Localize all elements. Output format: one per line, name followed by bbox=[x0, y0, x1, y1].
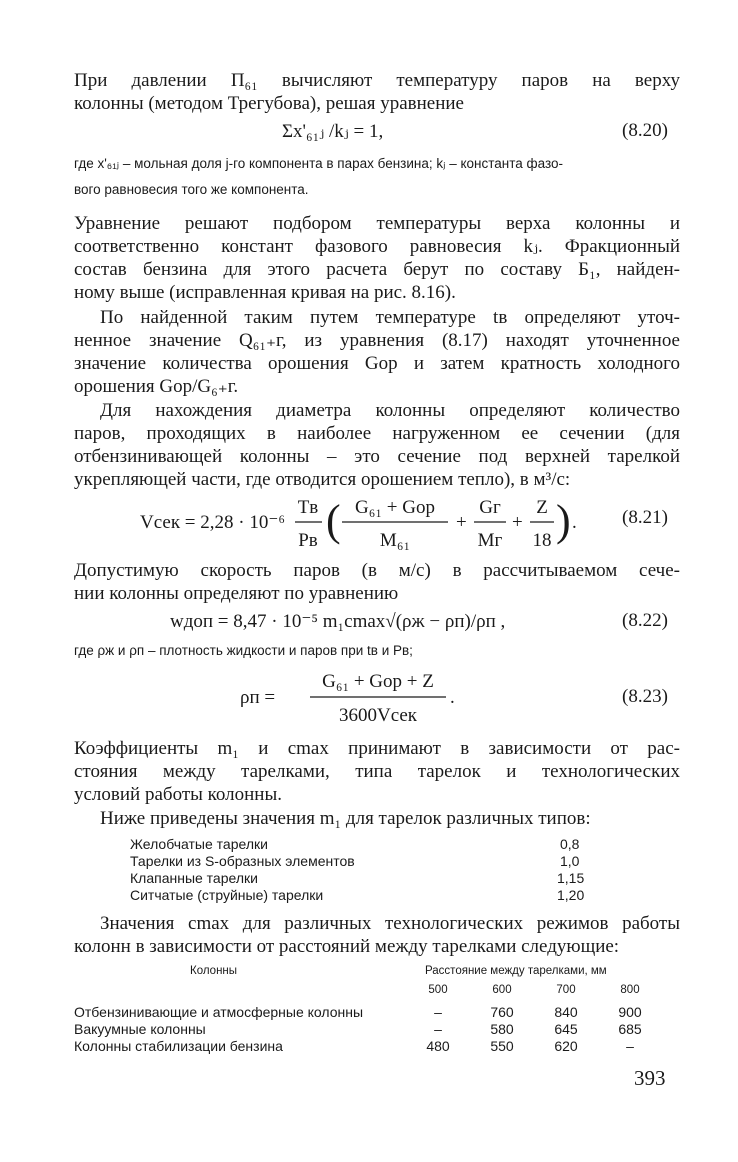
paragraph-line: паров, проходящих в наиболее нагруженном ее сечении (для bbox=[74, 423, 680, 444]
table-cell: 760 bbox=[490, 1004, 514, 1020]
paragraph-line: колонн в зависимости от расстояний между тарелками следующие: bbox=[74, 936, 620, 957]
paragraph-line: соответственно констант фазового равновесия kⱼ. Фракционный bbox=[74, 236, 680, 257]
fraction-denominator: Mг bbox=[477, 530, 503, 551]
paragraph-line: условий работы колонны. bbox=[74, 784, 282, 805]
equation-number: (8.20) bbox=[622, 120, 668, 141]
fraction-numerator: Z bbox=[536, 497, 548, 518]
equation-8-22: wдоп = 8,47 · 10⁻⁵ m₁cmax√(ρж − ρп)/ρп , bbox=[170, 611, 506, 632]
footnote-line: вого равновесия того же компонента. bbox=[74, 182, 309, 197]
table-cell-value: 1,20 bbox=[557, 887, 585, 903]
paragraph-line: ненное значение Q₆₁₊г, из уравнения (8.17) находят уточненное bbox=[74, 330, 680, 351]
paragraph-line: орошения Gор/G₆₊г. bbox=[74, 376, 239, 397]
table-header-spacing: 500 bbox=[428, 984, 448, 996]
paragraph-line: колонны (методом Трегубова), решая уравнение bbox=[74, 93, 464, 114]
equation-number: (8.23) bbox=[622, 686, 668, 707]
paren-open: ( bbox=[326, 496, 341, 545]
equation-8-20: Σx'₆₁ⱼ /kⱼ = 1, bbox=[282, 121, 384, 142]
table-cell: 620 bbox=[554, 1038, 578, 1054]
paragraph-line: значение количества орошения Gор и затем кратность холодного bbox=[74, 353, 680, 374]
paragraph-line: При давлении П₆₁ вычисляют температуру паров на верху bbox=[74, 70, 680, 91]
paren-close: ) bbox=[556, 496, 571, 545]
footnote-line: где ρж и ρп – плотность жидкости и паров при tв и Pв; bbox=[74, 643, 413, 658]
table-header-spacing: 600 bbox=[492, 984, 512, 996]
paragraph-line: Коэффициенты m₁ и cmax принимают в зависимости от рас- bbox=[74, 738, 680, 759]
paragraph-line: Для нахождения диаметра колонны определяют количество bbox=[100, 400, 680, 421]
equation-lhs: Vсек = 2,28 · 10⁻⁶ bbox=[140, 512, 285, 533]
table-cell: – bbox=[434, 1004, 442, 1020]
table-cell: 685 bbox=[618, 1021, 642, 1037]
table-cell-value: 0,8 bbox=[560, 836, 580, 852]
table-header: Колонны bbox=[190, 965, 238, 977]
fraction-numerator: Tв bbox=[297, 497, 319, 518]
page-number: 393 bbox=[634, 1066, 666, 1090]
paragraph-line: Уравнение решают подбором температуры верха колонны и bbox=[74, 213, 680, 234]
paragraph-line: укрепляющей части, где отводится орошением тепло), в м³/с: bbox=[74, 469, 571, 490]
table-cell: 480 bbox=[426, 1038, 450, 1054]
equation-number: (8.21) bbox=[622, 507, 668, 528]
equation-number: (8.22) bbox=[622, 610, 668, 631]
paragraph-line: По найденной таким путем температуре tв определяют уточ- bbox=[100, 307, 680, 328]
fraction-denominator: 3600Vсек bbox=[338, 705, 418, 726]
fraction-numerator: Gг bbox=[479, 497, 501, 518]
equation-8-23 bbox=[240, 665, 560, 735]
table-header: Расстояние между тарелками, мм bbox=[425, 965, 607, 977]
paragraph-line: состав бензина для этого расчета берут по составу Б₁, найден- bbox=[74, 259, 680, 280]
table-row-label: Вакуумные колонны bbox=[74, 1021, 206, 1037]
table-row-label: Колонны стабилизации бензина bbox=[74, 1038, 283, 1054]
equation-tail: . bbox=[450, 687, 455, 708]
fraction-denominator: 18 bbox=[532, 530, 552, 551]
equation-8-21 bbox=[140, 488, 660, 568]
table-cell: 840 bbox=[554, 1004, 578, 1020]
table-cell: 580 bbox=[490, 1021, 514, 1037]
footnote-line: где x'₆₁ⱼ – мольная доля j-го компонента в парах бензина; kⱼ – константа фазо- bbox=[74, 156, 564, 171]
fraction-denominator: Pв bbox=[298, 530, 318, 551]
table-cell: 900 bbox=[618, 1004, 642, 1020]
table-cell: – bbox=[626, 1038, 634, 1054]
paragraph-line: стояния между тарелками, типа тарелок и технологических bbox=[74, 761, 680, 782]
table-cell-label: Ситчатые (струйные) тарелки bbox=[130, 887, 324, 903]
equation-tail: . bbox=[572, 512, 577, 533]
table-cell-label: Клапанные тарелки bbox=[130, 870, 258, 886]
table-cell-label: Желобчатые тарелки bbox=[130, 836, 268, 852]
paragraph-line: Допустимую скорость паров (в м/с) в рассчитываемом сече- bbox=[74, 560, 680, 581]
table-cell: 645 bbox=[554, 1021, 578, 1037]
paragraph-line: Значения cmax для различных технологических режимов работы bbox=[100, 913, 680, 934]
table-header-spacing: 800 bbox=[620, 984, 640, 996]
fraction-numerator: G₆₁ + Gор + Z bbox=[322, 671, 434, 692]
fraction-denominator: M₆₁ bbox=[379, 530, 411, 551]
table-cell: 550 bbox=[490, 1038, 514, 1054]
paragraph-line: Ниже приведены значения m₁ для тарелок различных типов: bbox=[100, 808, 591, 829]
paragraph-line: отбензинивающей колонны – это сечение под верхней тарелкой bbox=[74, 446, 680, 467]
table-header-spacing: 700 bbox=[556, 984, 576, 996]
table-cell-value: 1,15 bbox=[557, 870, 585, 886]
paragraph-line: нии колонны определяют по уравнению bbox=[74, 583, 399, 604]
plus-sign: + bbox=[512, 512, 523, 533]
fraction-numerator: G₆₁ + Gор bbox=[355, 497, 435, 518]
plus-sign: + bbox=[456, 512, 467, 533]
table-cell: – bbox=[434, 1021, 442, 1037]
table-cell-value: 1,0 bbox=[560, 853, 580, 869]
paragraph-line: ному выше (исправленная кривая на рис. 8.16). bbox=[74, 282, 456, 303]
table-row-label: Отбензинивающие и атмосферные колонны bbox=[74, 1004, 364, 1020]
equation-lhs: ρп = bbox=[240, 687, 276, 708]
table-cell-label: Тарелки из S-образных элементов bbox=[130, 853, 355, 869]
